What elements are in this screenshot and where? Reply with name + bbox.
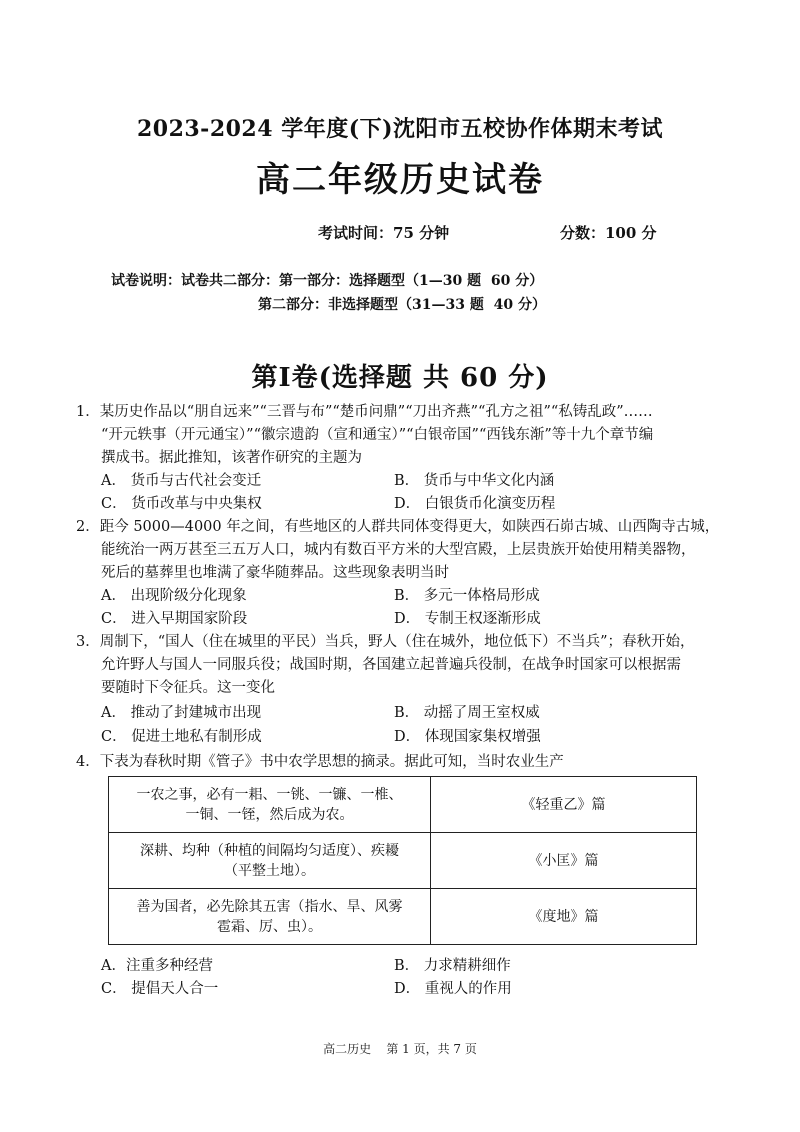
exam-subtitle: 高二年级历史试卷 (256, 160, 544, 200)
option-b[interactable]: B． 力求精耕细作 (394, 958, 511, 974)
option-d[interactable]: D． 白银货币化演变历程 (394, 496, 556, 512)
question-text: 要随时下令征兵。这一变化 (101, 680, 275, 696)
table-cell-excerpt: 深耕、均种（种植的间隔均匀适度）、疾耰 （平整土地）。 (109, 833, 431, 889)
paper-note-line2: 第二部分：非选择题型（31—33 题 40 分） (258, 297, 546, 313)
question-text: 4．下表为春秋时期《管子》书中农学思想的摘录。据此可知，当时农业生产 (76, 754, 564, 770)
question-text: “开元轶事（开元通宝）”“徽宗遗韵（宣和通宝）”“白银帝国”“西钱东渐”等十九个章节编 (101, 427, 654, 443)
exam-title: 2023-2024 学年度(下)沈阳市五校协作体期末考试 (136, 116, 664, 142)
question-text: 1．某历史作品以“朋自远来”“三晋与布”“楚币问鼎”“刀出齐燕”“孔方之祖”“私铸乱政”…… (76, 404, 653, 420)
table-cell-excerpt: 善为国者，必先除其五害（指水、旱、风雾 雹霜、厉、虫）。 (109, 889, 431, 945)
question-text: 3．周制下，“国人（住在城里的平民）当兵，野人（住在城外，地位低下）不当兵”；春秋开始， (76, 634, 695, 650)
table-row (109, 777, 697, 833)
exam-score: 分数：100 分 (560, 224, 657, 242)
table-cell-excerpt: 一农之事，必有一耜、一铫、一镰、一椎、 一铜、一铚，然后成为农。 (109, 777, 431, 833)
option-d[interactable]: D． 重视人的作用 (394, 981, 512, 997)
excerpt-table (108, 776, 697, 945)
question-text: 允许野人与国人一同服兵役；战国时期，各国建立起普遍兵役制，在战争时国家可以根据需 (101, 657, 681, 673)
option-d[interactable]: D． 专制王权逐渐形成 (394, 611, 541, 627)
section-title: 第Ⅰ卷(选择题 共 60 分) (251, 363, 549, 393)
table-cell-source: 《小匡》篇 (431, 833, 697, 889)
table-row (109, 833, 697, 889)
option-b[interactable]: B． 多元一体格局形成 (394, 588, 540, 604)
page-footer: 高二历史 第 1 页，共 7 页 (323, 1042, 477, 1056)
option-c[interactable]: C． 货币改革与中央集权 (101, 496, 262, 512)
option-b[interactable]: B． 货币与中华文化内涵 (394, 473, 555, 489)
option-b[interactable]: B． 动摇了周王室权威 (394, 705, 540, 721)
option-c[interactable]: C． 提倡天人合一 (101, 981, 219, 997)
question-text: 撰成书。据此推知，该著作研究的主题为 (101, 450, 362, 466)
option-d[interactable]: D． 体现国家集权增强 (394, 729, 541, 745)
exam-time: 考试时间：75 分钟 (318, 224, 450, 242)
paper-note-line1: 试卷说明：试卷共二部分：第一部分：选择题型（1—30 题 60 分） (111, 273, 544, 289)
table-row (109, 889, 697, 945)
question-text: 能统治一两万甚至三五万人口，城内有数百平方米的大型宫殿，上层贵族开始使用精美器物， (101, 542, 696, 558)
question-text: 2．距今 5000—4000 年之间，有些地区的人群共同体变得更大，如陕西石峁古城、山西陶寺古城， (76, 519, 720, 535)
option-a[interactable]: A． 推动了封建城市出现 (101, 705, 262, 721)
table-cell-source: 《轻重乙》篇 (431, 777, 697, 833)
question-text: 死后的墓葬里也堆满了豪华随葬品。这些现象表明当时 (101, 565, 449, 581)
option-a[interactable]: A． 出现阶级分化现象 (101, 588, 247, 604)
table-cell-source: 《度地》篇 (431, 889, 697, 945)
option-c[interactable]: C． 进入早期国家阶段 (101, 611, 248, 627)
option-c[interactable]: C． 促进土地私有制形成 (101, 729, 262, 745)
option-a[interactable]: A． 货币与古代社会变迁 (101, 473, 262, 489)
option-a[interactable]: A．注重多种经营 (101, 958, 213, 974)
